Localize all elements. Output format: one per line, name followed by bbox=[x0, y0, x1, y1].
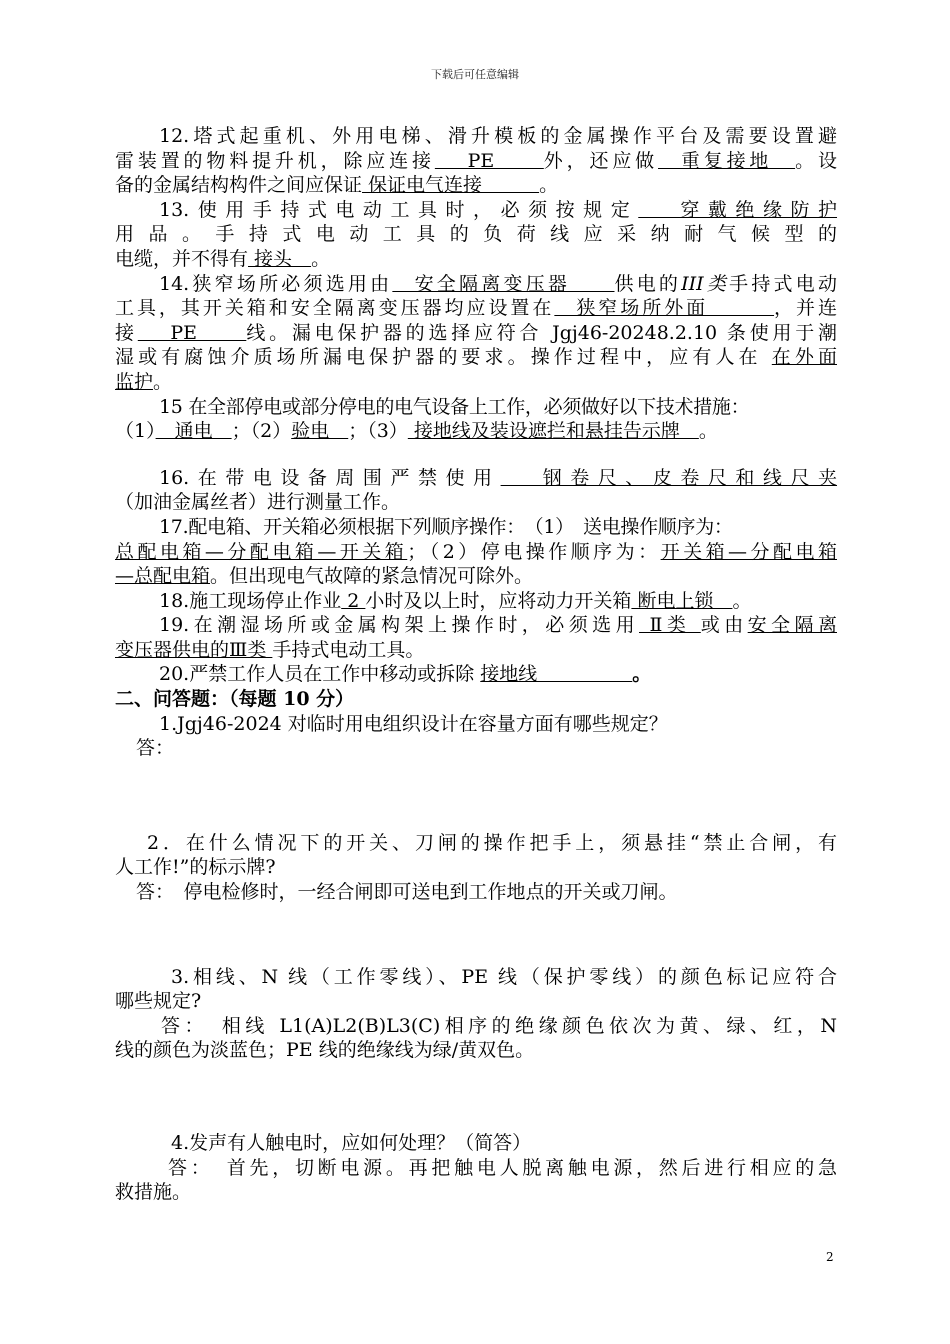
spacer bbox=[115, 905, 837, 965]
qa2-answer: 答： 停电检修时，一经合闸即可送电到工作地点的开关或刀闸。 bbox=[136, 881, 678, 904]
q15-answer-1: 通电 bbox=[155, 420, 232, 443]
q17-answer-power-on: 总配电箱—分配电箱—开关箱 bbox=[115, 540, 408, 563]
q18-line-1 bbox=[115, 589, 837, 614]
q14-text: ，并连 bbox=[774, 297, 837, 320]
q19-text: 19.在潮湿场所或金属构架上操作时，必须选用 bbox=[159, 614, 640, 637]
qa3-answer-line-1: 答： 相线 L1(A)L2(B)L3(C)相序的绝缘颜色依次为黄、绿、红，N bbox=[161, 1014, 837, 1037]
q14-text: 手持式电动 bbox=[729, 272, 837, 295]
q13-text: 。 bbox=[311, 247, 331, 270]
qa2-question-line-2: 人工作!”的标示牌? bbox=[115, 856, 276, 879]
q14-answer-outside: 狭窄场所外面 bbox=[554, 297, 775, 320]
q14-answer-monitor: 在外面 bbox=[771, 346, 837, 369]
q15-text: ；（2） bbox=[231, 420, 292, 443]
q17-line-1: 17.配电箱、开关箱必须根据下列顺序操作： （1） 送电操作顺序为： bbox=[159, 515, 733, 538]
q19-text: 或由 bbox=[700, 614, 748, 637]
q15-answer-3: 接地线及装设遮拦和悬挂告示牌 bbox=[407, 420, 699, 443]
page-header: 下载后可任意编辑 bbox=[431, 68, 519, 81]
qa3-question-line-1: 3.相线、N 线（工作零线）、PE 线（保护零线）的颜色标记应符合 bbox=[171, 965, 837, 988]
q20-text: 。 bbox=[632, 663, 652, 686]
q16-line-2: （加油金属丝者）进行测量工作。 bbox=[115, 491, 401, 514]
q14-line-5 bbox=[115, 370, 837, 395]
q13-answer-joint: 接头 bbox=[248, 247, 312, 270]
q17-answer-power-off: 开关箱—分配电箱 bbox=[660, 540, 837, 563]
q18-text: 小时及以上时，应将动力开关箱 bbox=[365, 589, 632, 612]
q19-line-2 bbox=[115, 638, 837, 663]
qa4-answer-line-2: 救措施。 bbox=[115, 1181, 192, 1204]
spacer bbox=[115, 1063, 837, 1131]
q15-text: ；（3） bbox=[348, 420, 408, 443]
q14-text: 湿或有腐蚀介质场所漏电保护器的要求。操作过程中，应有人在 bbox=[115, 346, 772, 369]
q14-text: 工具，其开关箱和安全隔离变压器均应设置在 bbox=[115, 297, 555, 320]
q17-line-3 bbox=[115, 564, 837, 589]
q14-answer-monitor-cont: 监护 bbox=[115, 370, 154, 393]
q15-text: 。 bbox=[698, 420, 718, 443]
q13-line-2: 用品。手持式电动工具的负荷线应采纳耐气候型的 bbox=[115, 223, 837, 246]
q14-text: 接 bbox=[115, 321, 138, 344]
q17-text: ；（2）停电操作顺序为： bbox=[407, 540, 661, 563]
q15-line-1: 15 在全部停电或部分停电的电气设备上工作，必须做好以下技术措施： bbox=[159, 395, 750, 418]
q14-text: 14.狭窄场所必须选用由 bbox=[159, 272, 393, 295]
q14-answer-transformer: 安全隔离变压器 bbox=[392, 272, 615, 295]
q14-line-1 bbox=[115, 272, 837, 297]
spacer bbox=[115, 444, 837, 466]
q15-text: （1） bbox=[115, 420, 156, 443]
q17-answer-power-off-cont: —总配电箱 bbox=[115, 565, 211, 588]
q15-line-2 bbox=[115, 419, 837, 444]
q13-answer-protection: 穿戴绝缘防护 bbox=[638, 198, 838, 221]
qa4-answer-line-1: 答： 首先，切断电源。再把触电人脱离触电源，然后进行相应的急 bbox=[168, 1156, 837, 1179]
qa1-question: 1.Jgj46-2024 对临时用电组织设计在容量方面有哪些规定？ bbox=[159, 712, 668, 735]
q18-text: 18.施工现场停止作业 bbox=[159, 589, 342, 612]
q16-text: 16.在带电设备周围严禁使用 bbox=[159, 466, 501, 489]
q17-text: 。但出现电气故障的紧急情况可除外。 bbox=[210, 565, 534, 588]
q12-answer-connection: 保证电气连接 bbox=[362, 174, 540, 197]
q18-answer-lock: 断电上锁 bbox=[631, 589, 733, 612]
q12-text: 雷装置的物料提升机，除应连接 bbox=[115, 149, 435, 172]
qa3-question-line-2: 哪些规定? bbox=[115, 990, 202, 1013]
q13-line-1 bbox=[115, 198, 837, 223]
spacer bbox=[115, 761, 837, 831]
q15-answer-2: 验电 bbox=[291, 420, 349, 443]
q12-text: 。设 bbox=[795, 149, 837, 172]
q13-text: 13.使用手持式电动工具时，必须按规定 bbox=[159, 198, 639, 221]
qa2-question-line-1: 2．在什么情况下的开关、刀闸的操作把手上，须悬挂“禁止合闸，有 bbox=[147, 831, 837, 854]
page-number: 2 bbox=[826, 1250, 834, 1264]
q19-answer-transformer: 安全隔离 bbox=[747, 614, 837, 637]
q20-line-1 bbox=[115, 662, 837, 687]
q16-line-1 bbox=[115, 466, 837, 491]
q16-answer-tools: 钢卷尺、皮卷尺和线尺夹 bbox=[500, 466, 838, 489]
q12-text: 外，还应做 bbox=[543, 149, 659, 172]
q20-text: 20.严禁工作人员在工作中移动或拆除 bbox=[159, 663, 481, 686]
q14-line-2 bbox=[115, 296, 837, 321]
q14-answer-pe: PE bbox=[137, 321, 247, 344]
document-body bbox=[115, 124, 837, 1205]
q19-answer-transformer-cont: 变压器供电的Ⅲ类 bbox=[115, 638, 273, 661]
q19-answer-class-ii: Ⅱ类 bbox=[639, 614, 701, 637]
q12-text: 。 bbox=[539, 174, 559, 197]
q14-class-iii: III类 bbox=[681, 272, 730, 295]
qa1-answer: 答： bbox=[136, 737, 175, 760]
q14-line-4 bbox=[115, 345, 837, 370]
q14-line-3 bbox=[115, 321, 837, 346]
q12-text: 备的金属结构构件之间应保证 bbox=[115, 174, 363, 197]
q12-line-1: 12.塔式起重机、外用电梯、滑升模板的金属操作平台及需要设置避 bbox=[159, 125, 837, 147]
q12-line-3 bbox=[115, 173, 837, 198]
q18-text: 。 bbox=[732, 589, 752, 612]
section-title: 二、问答题：（每题 10 分） bbox=[115, 688, 355, 711]
q12-line-2 bbox=[115, 149, 837, 174]
q19-line-1 bbox=[115, 613, 837, 638]
q17-line-2 bbox=[115, 540, 837, 565]
q14-text: 线。漏电保护器的选择应符合 Jgj46-20248.2.10 条使用于潮 bbox=[246, 321, 837, 344]
q14-text: 。 bbox=[153, 370, 173, 393]
q13-text: 电缆，并不得有 bbox=[115, 247, 249, 270]
q12-answer-pe: PE bbox=[434, 149, 544, 172]
qa4-question: 4.发声有人触电时，应如何处理？（简答） bbox=[171, 1132, 532, 1154]
q18-answer-hours: 2 bbox=[341, 589, 366, 612]
qa3-answer-line-2: 线的颜色为淡蓝色；PE 线的绝缘线为绿/黄双色。 bbox=[115, 1039, 535, 1062]
q12-answer-grounding: 重复接地 bbox=[658, 149, 796, 172]
q13-line-3 bbox=[115, 247, 837, 272]
q14-text: 供电的 bbox=[614, 272, 682, 295]
q20-answer-ground-wire: 接地线 bbox=[480, 663, 633, 686]
q19-text: 手持式电动工具。 bbox=[272, 638, 425, 661]
